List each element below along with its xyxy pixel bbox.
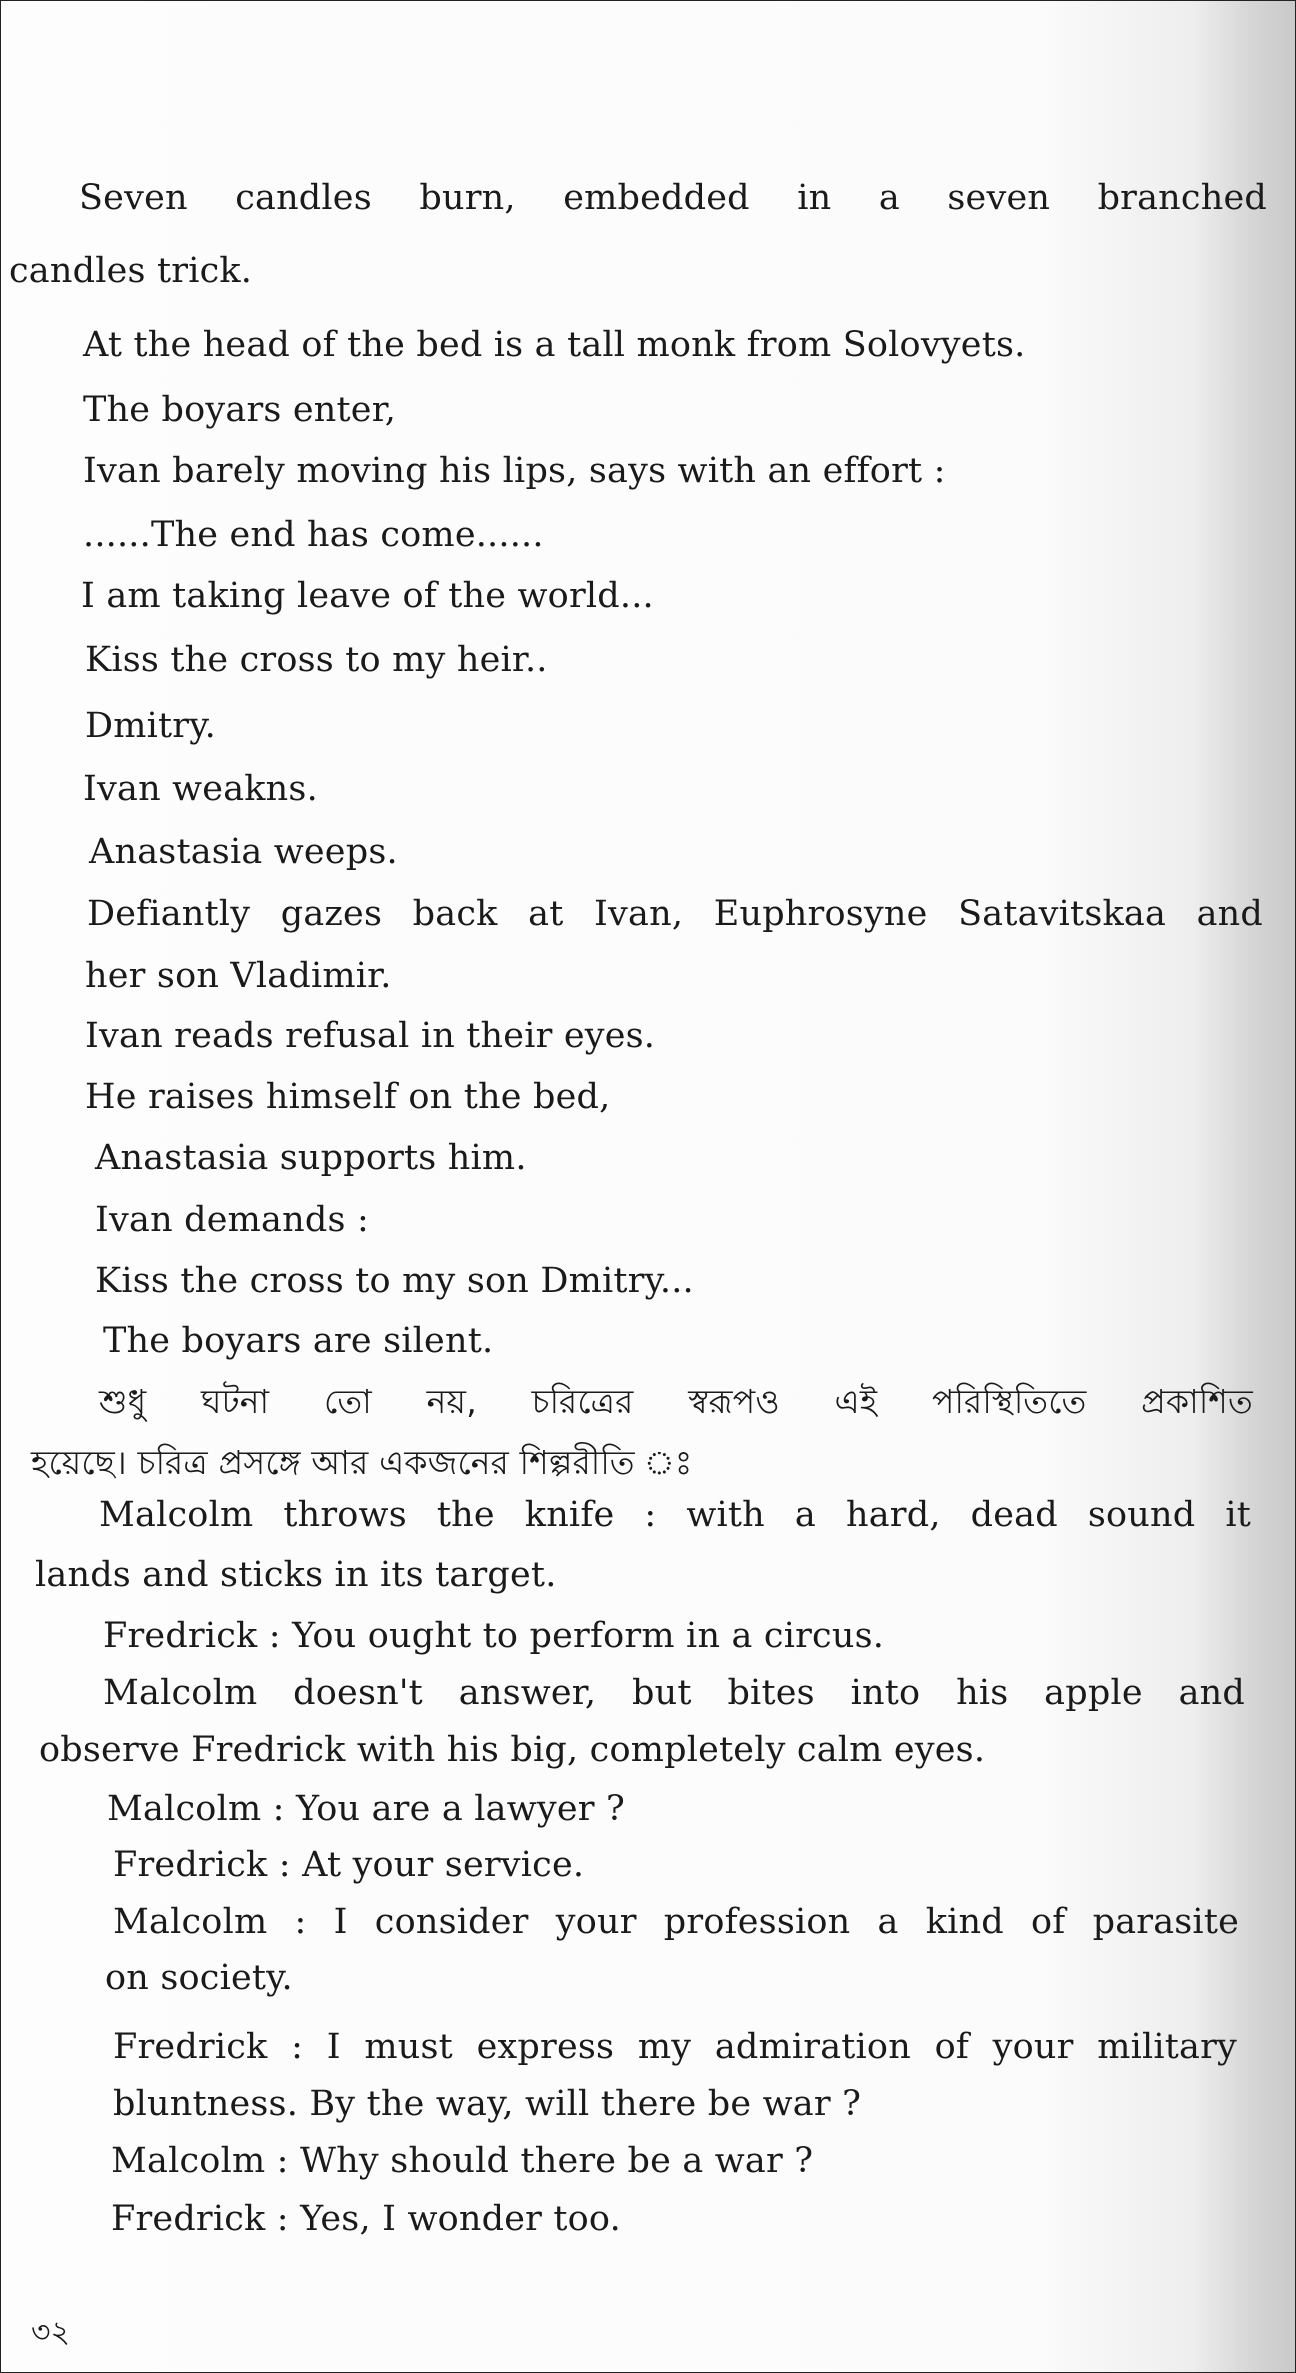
- text-line: Fredrick : I must express my admiration of your military: [113, 2027, 1237, 2067]
- text-line: At the head of the bed is a tall monk from Solovyets.: [83, 325, 1026, 365]
- text-line: Anastasia supports him.: [95, 1138, 527, 1178]
- text-line: observe Fredrick with his big, completely calm eyes.: [39, 1730, 986, 1770]
- text-line: Ivan weakns.: [83, 769, 318, 809]
- text-line: Defiantly gazes back at Ivan, Euphrosyne Satavitskaa and: [87, 894, 1263, 934]
- text-line: Dmitry.: [85, 706, 216, 746]
- text-line: Ivan barely moving his lips, says with an effort :: [83, 451, 946, 491]
- text-line: Ivan demands :: [95, 1200, 369, 1240]
- text-line: on society.: [105, 1958, 293, 1998]
- text-line: Malcolm throws the knife : with a hard, dead sound it: [99, 1495, 1251, 1535]
- text-line: Malcolm : Why should there be a war ?: [111, 2141, 814, 2181]
- text-line: The boyars are silent.: [103, 1321, 494, 1361]
- text-line: Kiss the cross to my son Dmitry...: [95, 1261, 694, 1301]
- text-line: Malcolm doesn't answer, but bites into his apple and: [103, 1673, 1245, 1713]
- text-line: I am taking leave of the world...: [81, 576, 654, 616]
- text-line: bluntness. By the way, will there be war ?: [113, 2084, 862, 2124]
- text-line: Malcolm : You are a lawyer ?: [107, 1789, 625, 1829]
- text-line: The boyars enter,: [83, 390, 397, 430]
- text-line: Seven candles burn, embedded in a seven branched: [79, 178, 1267, 218]
- text-line: Fredrick : At your service.: [113, 1845, 585, 1885]
- bengali-text-line: হয়েছে। চরিত্র প্রসঙ্গে আর একজনের শিল্পরীতি ঃ: [31, 1443, 693, 1482]
- text-line: Kiss the cross to my heir..: [85, 640, 548, 680]
- text-line: her son Vladimir.: [85, 956, 392, 996]
- text-line: He raises himself on the bed,: [85, 1077, 611, 1117]
- text-line: Fredrick : You ought to perform in a circus.: [103, 1616, 885, 1656]
- text-line: Fredrick : Yes, I wonder too.: [111, 2199, 621, 2239]
- text-line: Ivan reads refusal in their eyes.: [85, 1016, 656, 1056]
- text-line: lands and sticks in its target.: [35, 1555, 557, 1595]
- text-line: Malcolm : I consider your profession a kind of parasite: [113, 1902, 1239, 1942]
- page-number: ৩২: [31, 2315, 71, 2350]
- bengali-text-line: শুধু ঘটনা তো নয়, চরিত্রের স্বরূপও এই পরিস্থিতিতে প্রকাশিত: [99, 1382, 1253, 1421]
- text-line: ......The end has come......: [83, 515, 544, 555]
- text-line: candles trick.: [9, 251, 253, 291]
- text-line: Anastasia weeps.: [89, 832, 398, 872]
